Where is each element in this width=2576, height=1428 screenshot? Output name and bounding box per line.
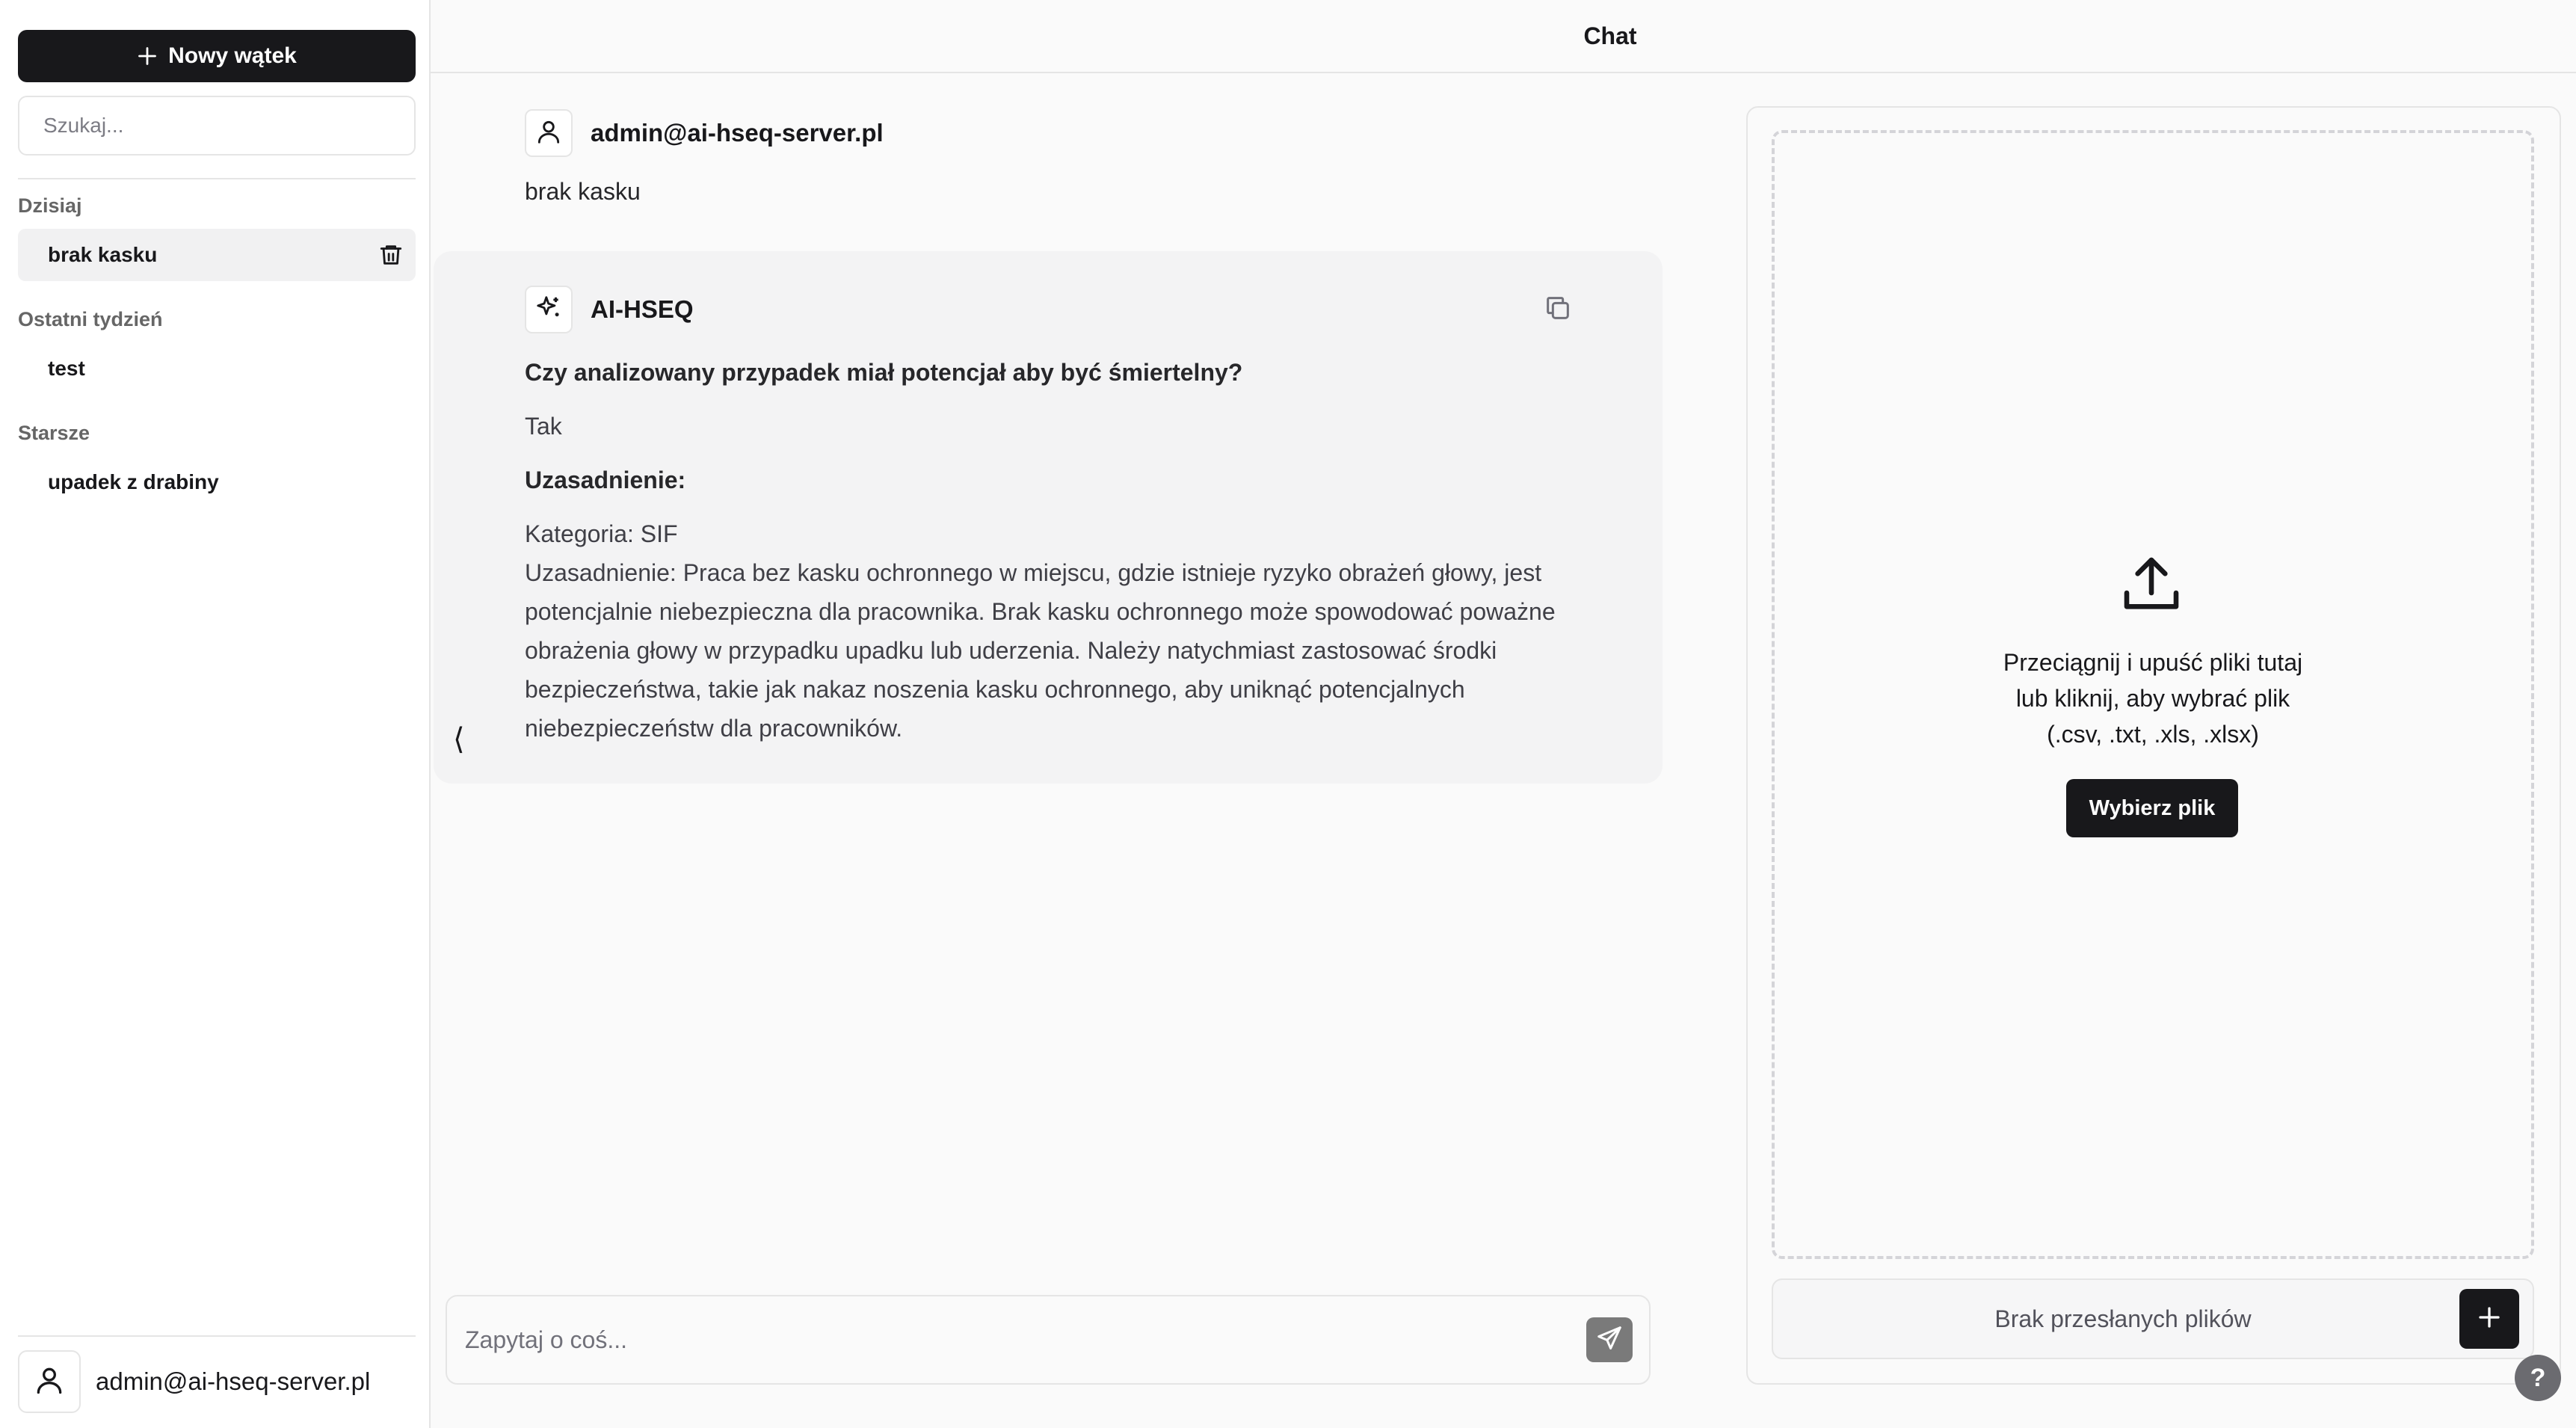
collapse-panel-toggle[interactable]: ⟨ [453, 723, 465, 756]
send-button[interactable] [1586, 1317, 1633, 1362]
avatar [18, 1350, 81, 1413]
dropzone-text-line: lub kliknij, aby wybrać plik [2015, 685, 2290, 712]
user-message-header [525, 109, 884, 157]
sidebar-divider [18, 1335, 416, 1337]
sidebar-user[interactable] [18, 1350, 370, 1413]
upload-icon [2119, 552, 2184, 618]
dropzone-instructions [1936, 644, 2370, 752]
plus-icon [2476, 1304, 2503, 1335]
group-label-last-week: Ostatni tydzień [18, 308, 163, 330]
search-input[interactable] [42, 113, 392, 138]
message-author: AI-HSEQ [591, 295, 694, 323]
user-icon [33, 1364, 66, 1400]
avatar [525, 286, 573, 333]
thread-item-test[interactable] [18, 342, 416, 395]
plus-icon [137, 46, 158, 67]
chat-input[interactable] [463, 1326, 1586, 1355]
page-title: Chat [1583, 22, 1637, 49]
group-label-today: Dzisiaj [18, 194, 82, 217]
category-line: Kategoria: SIF [525, 520, 678, 547]
thread-item-upadek-z-drabiny[interactable] [18, 456, 416, 508]
sidebar [0, 0, 431, 1428]
dropzone-file-types: (.csv, .txt, .xls, .xlsx) [2047, 721, 2259, 748]
assistant-question: Czy analizowany przypadek miał potencjał aby być śmiertelny? [525, 359, 1243, 386]
dropzone-text-line: Przeciągnij i upuść pliki tutaj [2003, 649, 2303, 676]
new-thread-label: Nowy wątek [168, 43, 297, 68]
message-author: admin@ai-hseq-server.pl [591, 119, 884, 147]
justification-text: Uzasadnienie: Praca bez kasku ochronnego w miejscu, gdzie istnieje ryzyko obrażeń głowy, jest potencjalnie niebezpieczna dla pracownika. Brak kasku ochronnego może spowodować poważne obrażenia głowy w przypadku upadku lub uderzenia. Należy natychmiast zastosować środki bezpieczeństwa, takie jak nakaz noszenia kasku ochronnego, aby uniknąć potencjalnych niebezpieczeństw dla pracowników. [525, 559, 1556, 742]
assistant-message-header [525, 286, 694, 333]
trash-icon[interactable] [378, 242, 404, 268]
assistant-message-body [525, 353, 1601, 748]
thread-item-label: test [48, 357, 85, 380]
assistant-answer: Tak [525, 413, 562, 440]
search-box[interactable] [18, 96, 416, 156]
help-button[interactable]: ? [2515, 1355, 2561, 1401]
user-icon [534, 117, 563, 150]
user-message-text: brak kasku [525, 178, 641, 205]
copy-icon[interactable] [1543, 293, 1573, 323]
sidebar-user-email: admin@ai-hseq-server.pl [96, 1367, 371, 1395]
group-label-older: Starsze [18, 422, 90, 444]
chat-input-box[interactable] [446, 1295, 1651, 1385]
sidebar-divider [18, 178, 416, 179]
new-thread-button[interactable] [18, 30, 416, 82]
header [431, 0, 2576, 73]
thread-item-label: brak kasku [48, 243, 158, 266]
sparkles-icon [534, 294, 563, 326]
choose-file-button[interactable]: Wybierz plik [2066, 779, 2238, 837]
no-files-label: Brak przesłanych plików [1994, 1305, 2252, 1332]
avatar [525, 109, 573, 157]
add-file-button[interactable] [2459, 1289, 2519, 1349]
thread-item-label: upadek z drabiny [48, 470, 219, 493]
justification-heading: Uzasadnienie: [525, 467, 686, 493]
send-icon [1595, 1324, 1624, 1356]
thread-item-brak-kasku[interactable] [18, 229, 416, 281]
